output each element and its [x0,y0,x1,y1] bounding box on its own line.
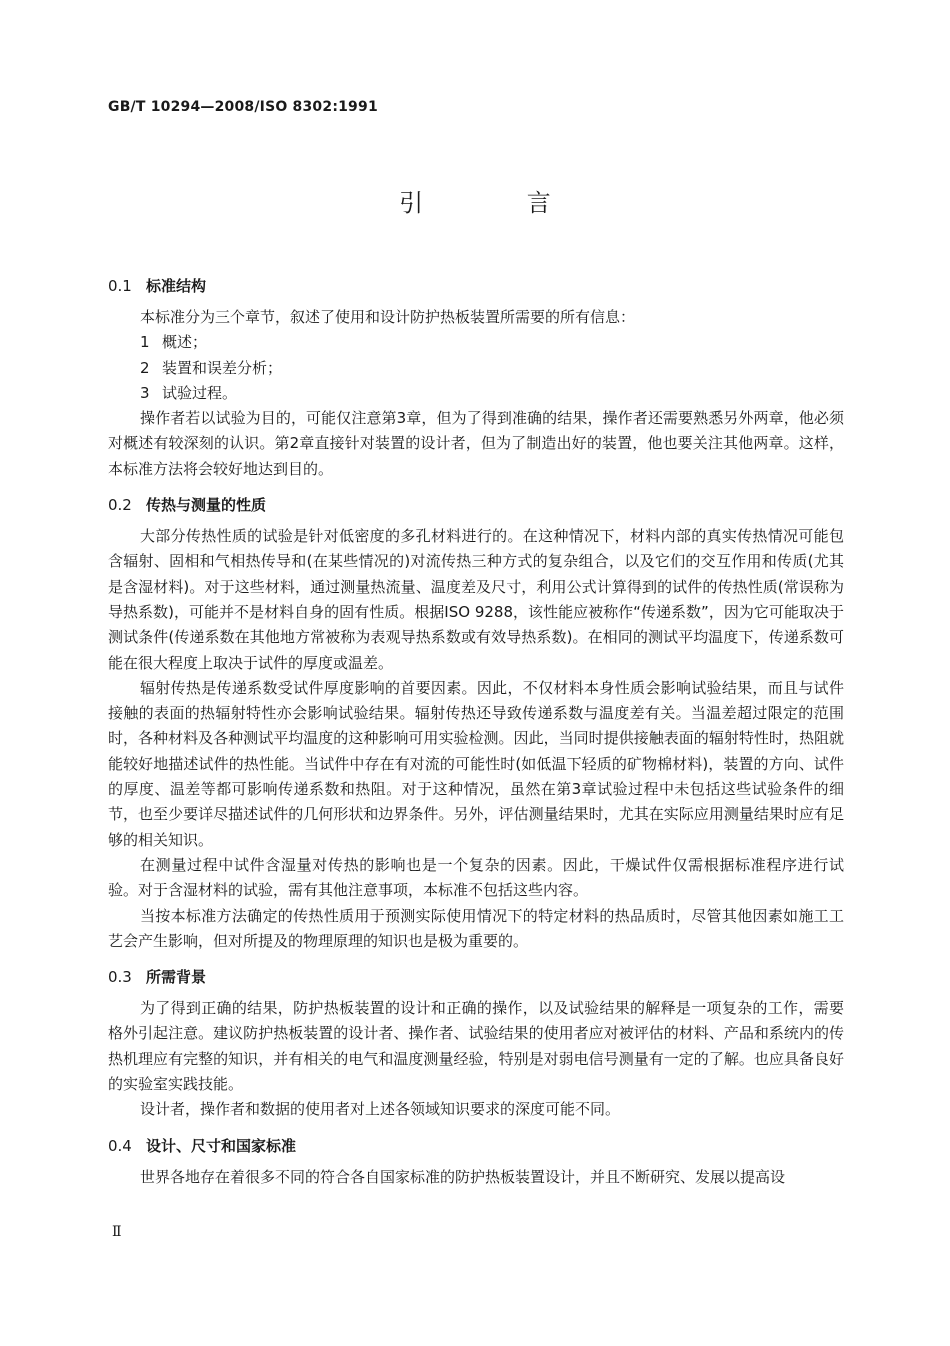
paragraph: 辐射传热是传递系数受试件厚度影响的首要因素。因此，不仅材料本身性质会影响试验结果，而且与试件接触的表面的热辐射特性亦会影响试验结果。辐射传热还导致传递系数与温度差有关。当温差超过限定的范围时，各种材料及各种测试平均温度的这种影响可用实验检测。因此，当同时提供接触表面的辐射特性时，热阻就能较好地描述试件的热性能。当试件中存在有对流的可能性时(如低温下轻质的矿物棉材料)，装置的方向、试件的厚度、温差等都可影响传递系数和热阻。对于这种情况，虽然在第3章试验过程中未包括这些试验条件的细节，也至少要详尽描述试件的几何形状和边界条件。另外，评估测量结果时，尤其在实际应用测量结果时应有足够的相关知识。 [108,678,844,849]
list-item: 3 试验过程。 [140,383,238,402]
standard-number: GB/T 10294—2008/ISO 8302:1991 [108,99,378,115]
section-number: 0.4 [108,1136,132,1155]
page-number: Ⅱ [112,1224,122,1240]
paragraph: 在测量过程中试件含湿量对传热的影响也是一个复杂的因素。因此，干燥试件仅需根据标准程序进行试验。对于含湿材料的试验，需有其他注意事项，本标准不包括这些内容。 [108,855,844,900]
document-body [108,274,844,1190]
section-heading [108,1134,844,1159]
paragraph: 大部分传热性质的试验是针对低密度的多孔材料进行的。在这种情况下，材料内部的真实传热情况可能包含辐射、固相和气相热传导和(在某些情况的)对流传热三种方式的复杂组合，以及它们的交互作用和传质(尤其是含湿材料)。对于这些材料，通过测量热流量、温度差及尺寸，利用公式计算得到的试件的传热性质(常误称为导热系数)，可能并不是材料自身的固有性质。根据ISO 9288，该性能应被称作“传递系数”，因为它可能取决于测试条件(传递系数在其他地方常被称为表观导热系数或有效导热系数)。在相同的测试平均温度下，传递系数可能在很大程度上取决于试件的厚度或温差。 [108,527,844,672]
paragraph: 设计者，操作者和数据的使用者对上述各领域知识要求的深度可能不同。 [140,1100,621,1119]
section-title: 传热与测量的性质 [146,496,267,515]
paragraph: 世界各地存在着很多不同的符合各自国家标准的防护热板装置设计，并且不断研究、发展以提高设 [140,1167,786,1186]
paragraph: 操作者若以试验为目的，可能仅注意第3章，但为了得到准确的结果，操作者还需要熟悉另外两章，他必须对概述有较深刻的认识。第2章直接针对装置的设计者，但为了制造出好的装置，他也要关注其他两章。这样，本标准方法将会较好地达到目的。 [108,409,844,478]
paragraph: 当按本标准方法确定的传热性质用于预测实际使用情况下的特定材料的热品质时，尽管其他因素如施工工艺会产生影响，但对所提及的物理原理的知识也是极为重要的。 [108,906,844,950]
paragraph: 本标准分为三个章节，叙述了使用和设计防护热板装置所需要的所有信息： [140,308,636,326]
list-item: 1 概述； [140,333,208,352]
section-title: 所需背景 [146,968,207,987]
section-heading [108,493,844,518]
section-title: 设计、尺寸和国家标准 [146,1136,297,1155]
paragraph: 为了得到正确的结果，防护热板装置的设计和正确的操作，以及试验结果的解释是一项复杂的工作，需要格外引起注意。建议防护热板装置的设计者、操作者、试验结果的使用者应对被评估的材料、产品和系统内的传热机理应有完整的知识，并有相关的电气和温度测量经验，特别是对弱电信号测量有一定的了解。也应具备良好的实验室实践技能。 [108,999,844,1094]
section-title: 标准结构 [146,277,207,295]
list-item: 2 装置和误差分析； [140,358,283,377]
section-number: 0.2 [108,496,132,515]
page-title: 引 言 [399,189,599,217]
section-number: 0.1 [108,277,132,295]
section-number: 0.3 [108,968,132,987]
section-heading [108,965,844,990]
section-heading [108,274,844,299]
